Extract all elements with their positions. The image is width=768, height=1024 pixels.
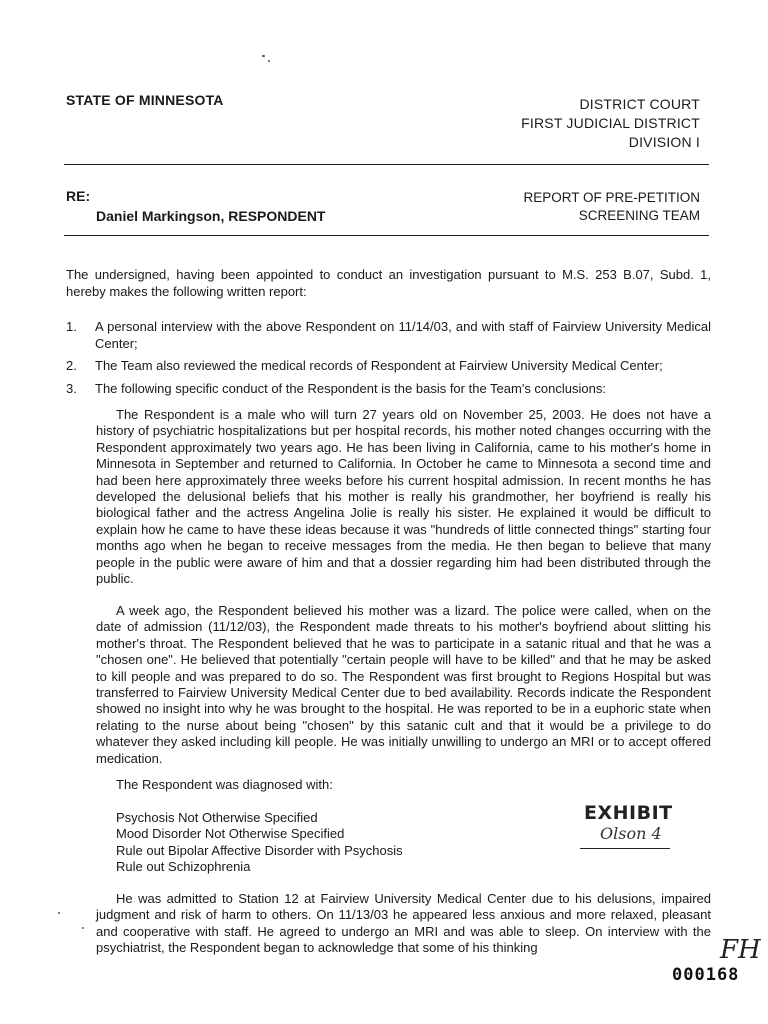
list-number: 3. [66, 380, 77, 396]
diagnosis-list [116, 810, 403, 876]
report-title-line: REPORT OF PRE-PETITION [523, 190, 700, 205]
paragraph-text: He was admitted to Station 12 at Fairview University Medical Center due to his delusions, impaired judgment and risk of harm to others. On 11/13/03 he appeared less anxious and more relaxed, pleasant and cooperative with staff. He agreed to undergo an MRI and was able to sleep. On interview with the psychiatrist, the Respondent began to acknowledge that some of his thinking [96, 891, 711, 956]
diagnosis-item: Psychosis Not Otherwise Specified [116, 810, 318, 825]
respondent-name: Daniel Markingson, RESPONDENT [96, 208, 326, 224]
numbered-list [66, 319, 711, 403]
list-number: 1. [66, 319, 77, 334]
scan-speck [82, 927, 84, 929]
exhibit-handwriting: Olson 4 [600, 824, 662, 843]
diagnosis-item: Rule out Schizophrenia [116, 859, 251, 875]
state-caption: STATE OF MINNESOTA [66, 92, 224, 108]
list-item [66, 381, 711, 398]
scan-speck [268, 60, 270, 62]
court-caption [521, 95, 700, 152]
final-paragraph [96, 891, 711, 957]
re-label: RE: [66, 188, 91, 204]
list-text: The Team also reviewed the medical records of Respondent at Fairview University Medical Center; [95, 358, 663, 373]
intro-paragraph: The undersigned, having been appointed to conduct an investigation pursuant to M.S. 253 B.07, Subd. 1, hereby makes the following written report: [66, 267, 711, 299]
paragraph-text: The Respondent is a male who will turn 27 years old on November 25, 2003. He does not have a history of psychiatric hospitalizations but per hospital records, his mother noted changes occurring with the Respondent approximately two years ago. He has been living in California, came to his mother's home in Minnesota in September and returned to California. In October he came to Minnesota a second time and had been here approximately three weeks before his current hospital admission. In recent months he has developed the delusional beliefs that his mother is really his grandmother, her boyfriend is really his biological father and the actress Angelina Jolie is really his sister. He explained it would be difficult to explain how he came to have these ideas because it was "hundreds of little connected things" starting four months ago when he began to receive messages from the media. He then began to believe that many people in the public were aware of him and that a dossier regarding him had been distributed through the public. [96, 407, 711, 587]
scan-speck [58, 912, 60, 914]
paragraph-text: A week ago, the Respondent believed his mother was a lizard. The police were called, when on the date of admission (11/12/03), the Respondent made threats to his mother's boyfriend about slitting his mother's throat. The Respondent believed that he was to participate in a satanic ritual and that he was a "chosen one". He believed that potentially "certain people will have to be killed" and that he may be asked to kill people and was prepared to do so. The Respondent was first brought to Regions Hospital but was transferred to Fairview University Medical Center due to bed availability. Records indicate the Respondent showed no insight into why he was brought to the hospital. He was reported to be in a euphoric state when relating to the nurse about being "chosen" by this satanic cult and that it would be a privilege to do whatever they asked including kill people. He was initially unwilling to undergo an MRI or to accept offered medication. [96, 603, 711, 766]
court-line: DISTRICT COURT [579, 96, 700, 112]
court-line: FIRST JUDICIAL DISTRICT [521, 115, 700, 131]
handwritten-initials: FH [720, 935, 761, 965]
exhibit-underline [580, 848, 670, 849]
diagnosis-item: Rule out Bipolar Affective Disorder with Psychosis [116, 842, 403, 858]
report-title-line: SCREENING TEAM [578, 208, 700, 223]
re-block [66, 186, 325, 226]
scan-speck [262, 55, 265, 57]
exhibit-stamp: EXHIBIT [584, 802, 673, 824]
report-title [523, 189, 700, 225]
diagnosis-intro: The Respondent was diagnosed with: [116, 777, 333, 792]
list-number: 2. [66, 358, 77, 373]
diagnosis-item: Mood Disorder Not Otherwise Specified [116, 826, 345, 842]
list-text: A personal interview with the above Respondent on 11/14/03, and with staff of Fairview University Medical Center; [95, 319, 711, 351]
bates-page-number: 000168 [672, 965, 740, 985]
court-line: DIVISION I [628, 134, 700, 150]
exhibit-sticker [578, 802, 678, 854]
history-paragraph [96, 407, 711, 587]
list-item [66, 319, 711, 352]
admission-paragraph [96, 603, 711, 767]
list-text: The following specific conduct of the Respondent is the basis for the Team's conclusions: [95, 380, 606, 396]
re-divider [64, 235, 709, 236]
list-item [66, 358, 711, 375]
header-divider [64, 164, 709, 165]
